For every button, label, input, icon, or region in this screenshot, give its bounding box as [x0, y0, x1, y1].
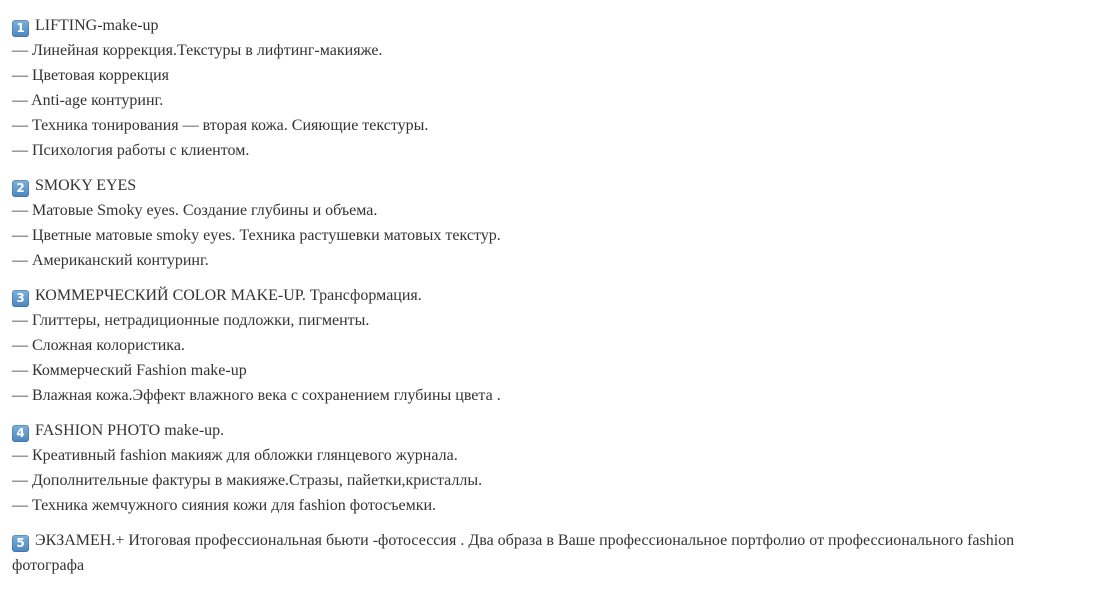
list-item: — Психология работы с клиентом.	[12, 142, 250, 159]
list-item: — Сложная колористика.	[12, 337, 185, 354]
section-heading	[12, 418, 1087, 443]
list-item: — Американский контуринг.	[12, 252, 209, 269]
section-heading	[12, 13, 1087, 38]
list-item: — Цветовая коррекция	[12, 67, 170, 84]
list-item: — Дополнительные фактуры в макияже.Стразы, пайетки,кристаллы.	[12, 472, 483, 489]
list-item: — Коммерческий Fashion make-up	[12, 362, 247, 379]
keycap-number-icon: 4	[12, 425, 29, 442]
list-item: — Anti-age контуринг.	[12, 92, 164, 109]
list-item: — Креативный fashion макияж для обложки глянцевого журнала.	[12, 447, 458, 464]
section-title: ЭКЗАМЕН.+ Итоговая профессиональная бьюти -фотосессия . Два образа в Ваше профессиональное портфолио от профессионального fashion фотографа	[12, 532, 1015, 574]
section-5	[12, 528, 1087, 578]
section-heading	[12, 283, 1087, 308]
list-item: — Влажная кожа.Эффект влажного века с сохранением глубины цвета .	[12, 387, 501, 404]
section-title: LIFTING-make-up	[35, 17, 159, 34]
section-title: SMOKY EYES	[35, 177, 137, 194]
list-item: — Техника жемчужного сияния кожи для fashion фотосъемки.	[12, 497, 437, 514]
section-heading	[12, 528, 1087, 578]
keycap-number-icon: 5	[12, 535, 29, 552]
keycap-number-icon: 1	[12, 20, 29, 37]
section-1	[12, 13, 1087, 163]
list-item: — Линейная коррекция.Текстуры в лифтинг-макияже.	[12, 42, 383, 59]
section-2	[12, 173, 1087, 273]
section-4	[12, 418, 1087, 518]
section-heading	[12, 173, 1087, 198]
course-program	[12, 13, 1087, 578]
list-item: — Техника тонирования — вторая кожа. Сияющие текстуры.	[12, 117, 429, 134]
list-item: — Глиттеры, нетрадиционные подложки, пигменты.	[12, 312, 370, 329]
list-item: — Цветные матовые smoky eyes. Техника растушевки матовых текстур.	[12, 227, 501, 244]
section-title: КОММЕРЧЕСКИЙ COLOR MAKE-UP. Трансформация.	[35, 287, 422, 304]
section-title: FASHION PHOTO make-up.	[35, 422, 225, 439]
keycap-number-icon: 2	[12, 180, 29, 197]
list-item: — Матовые Smoky eyes. Создание глубины и объема.	[12, 202, 378, 219]
section-3	[12, 283, 1087, 408]
keycap-number-icon: 3	[12, 290, 29, 307]
